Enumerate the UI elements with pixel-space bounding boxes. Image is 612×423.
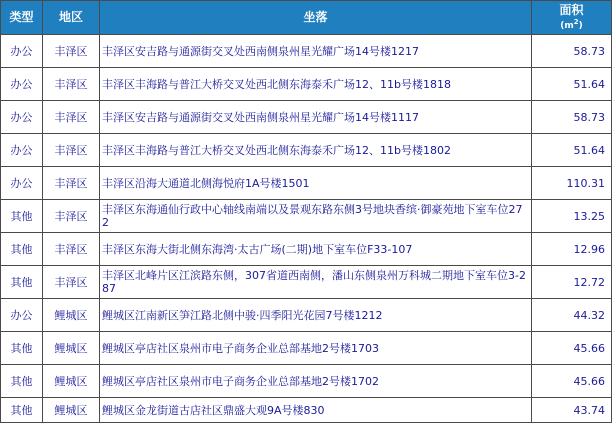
cell-address: 丰泽区北峰片区江滨路东侧，307省道西南侧，潘山东侧泉州万科城二期地下室车位3-287 [100, 266, 532, 299]
table-row [1, 134, 612, 167]
cell-address: 丰泽区安吉路与通源街交叉处西南侧泉州星光耀广场14号楼1217 [100, 35, 532, 68]
cell-area: 44.32 [532, 299, 612, 332]
cell-district: 丰泽区 [43, 68, 100, 101]
cell-area: 45.66 [532, 365, 612, 398]
cell-address: 丰泽区安吉路与通源街交叉处西南侧泉州星光耀广场14号楼1117 [100, 101, 532, 134]
header-row [1, 1, 612, 35]
table-row [1, 266, 612, 299]
cell-area: 110.31 [532, 167, 612, 200]
cell-type: 其他 [1, 233, 43, 266]
cell-district: 鲤城区 [43, 398, 100, 423]
cell-area: 13.25 [532, 200, 612, 233]
cell-address: 丰泽区丰海路与普江大桥交叉处西北侧东海泰禾广场12、11b号楼1818 [100, 68, 532, 101]
table-row [1, 233, 612, 266]
cell-district: 丰泽区 [43, 233, 100, 266]
table-header [1, 1, 612, 35]
cell-type: 其他 [1, 266, 43, 299]
table-row [1, 101, 612, 134]
cell-address: 鲤城区亭店社区泉州市电子商务企业总部基地2号楼1702 [100, 365, 532, 398]
cell-area: 12.96 [532, 233, 612, 266]
table-row [1, 200, 612, 233]
header-area-label: 面积 [559, 2, 584, 17]
cell-type: 办公 [1, 134, 43, 167]
cell-district: 丰泽区 [43, 134, 100, 167]
cell-district: 丰泽区 [43, 101, 100, 134]
cell-type: 办公 [1, 167, 43, 200]
cell-district: 丰泽区 [43, 200, 100, 233]
cell-type: 办公 [1, 35, 43, 68]
cell-district: 鲤城区 [43, 332, 100, 365]
cell-address: 丰泽区东海通仙行政中心轴线南端以及景观东路东侧3号地块香缤·御豪苑地下室车位272 [100, 200, 532, 233]
header-area-unit [534, 16, 609, 32]
header-type: 类型 [1, 1, 43, 35]
cell-address: 鲤城区金龙街道古店社区鼎盛大观9A号楼830 [100, 398, 532, 423]
header-area [532, 1, 612, 35]
cell-type: 办公 [1, 299, 43, 332]
table-row [1, 167, 612, 200]
cell-address: 鲤城区江南新区笋江路北侧中骏·四季阳光花园7号楼1212 [100, 299, 532, 332]
table-row [1, 365, 612, 398]
area-unit-open: (m [560, 20, 574, 31]
header-district: 地区 [43, 1, 100, 35]
cell-district: 丰泽区 [43, 35, 100, 68]
cell-address: 丰泽区东海大街北侧东海湾·太古广场(二期)地下室车位F33-107 [100, 233, 532, 266]
table-row [1, 35, 612, 68]
cell-area: 58.73 [532, 101, 612, 134]
area-unit-power: 2 [573, 17, 579, 26]
header-address: 坐落 [100, 1, 532, 35]
cell-address: 丰泽区沿海大通道北侧海悦府1A号楼1501 [100, 167, 532, 200]
cell-area: 58.73 [532, 35, 612, 68]
cell-district: 丰泽区 [43, 266, 100, 299]
cell-address: 鲤城区亭店社区泉州市电子商务企业总部基地2号楼1703 [100, 332, 532, 365]
cell-type: 其他 [1, 332, 43, 365]
cell-type: 办公 [1, 68, 43, 101]
cell-address: 丰泽区丰海路与普江大桥交叉处西北侧东海泰禾广场12、11b号楼1802 [100, 134, 532, 167]
area-unit-close: ) [578, 20, 583, 31]
cell-area: 43.74 [532, 398, 612, 423]
table-row [1, 332, 612, 365]
cell-type: 其他 [1, 398, 43, 423]
cell-district: 丰泽区 [43, 167, 100, 200]
table-body [1, 35, 612, 423]
cell-type: 办公 [1, 101, 43, 134]
cell-type: 其他 [1, 365, 43, 398]
table-row [1, 398, 612, 423]
cell-area: 12.72 [532, 266, 612, 299]
cell-district: 鲤城区 [43, 299, 100, 332]
table-row [1, 68, 612, 101]
cell-area: 51.64 [532, 68, 612, 101]
table-row [1, 299, 612, 332]
cell-area: 45.66 [532, 332, 612, 365]
cell-district: 鲤城区 [43, 365, 100, 398]
cell-type: 其他 [1, 200, 43, 233]
cell-area: 51.64 [532, 134, 612, 167]
